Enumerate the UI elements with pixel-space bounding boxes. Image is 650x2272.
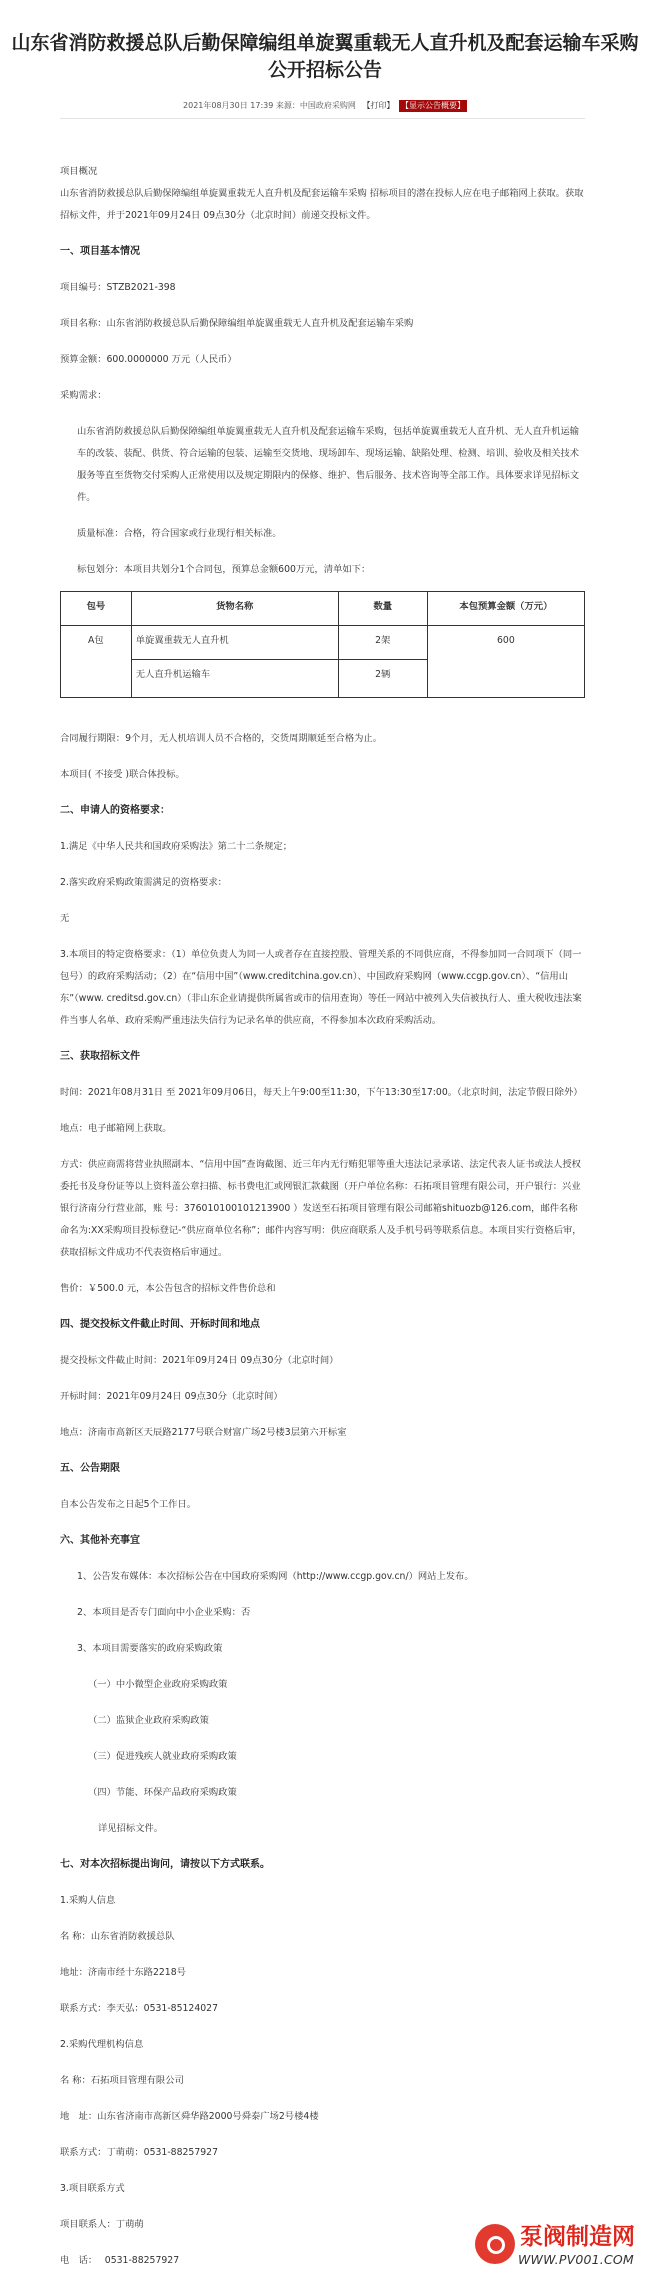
- section7-heading: 七、对本次招标提出询问，请按以下方式联系。: [60, 1859, 270, 1870]
- watermark-name: 泵阀制造网: [520, 2224, 635, 2250]
- project-contact-person: 项目联系人：丁萌萌: [60, 2219, 144, 2230]
- table-row: [61, 626, 585, 660]
- submission-deadline: 提交投标文件截止时间：2021年09月24日 09点30分（北京时间）: [60, 1355, 339, 1366]
- table-header: 包号: [61, 592, 132, 626]
- source-label: 来源：中国政府采购网: [275, 101, 356, 110]
- consortium-note: 本项目( 不接受 )联合体投标。: [60, 769, 185, 780]
- notice-period: 自本公告发布之日起5个工作日。: [60, 1499, 197, 1510]
- agency-contact: 联系方式：丁萌萌：0531-88257927: [60, 2147, 219, 2158]
- package-table: [60, 591, 585, 698]
- agency-address: 地 址：山东省济南市高新区舜华路2000号舜泰广场2号楼4楼: [60, 2111, 319, 2122]
- goods-name-cell: 无人直升机运输车: [131, 660, 338, 698]
- section5-heading: 五、公告期限: [60, 1463, 120, 1474]
- article-meta: [0, 100, 650, 112]
- overview-label: 项目概况: [60, 166, 98, 177]
- qualification-item-2: 2.落实政府采购政策需满足的资格要求：: [60, 877, 227, 888]
- demand-text: 山东省消防救援总队后勤保障编组单旋翼重载无人直升机及配套运输车采购，包括单旋翼重载无人直升机、无人直升机运输车的改装、装配、供货、符合运输的包装、运输至交货地、现场卸车、现场运输、缺陷处理、检测、培训、验收及相关技术服务等直至货物交付采购人正常使用以及规定期限内的保修、维护、售后服务、技术咨询等全部工作。具体要求详见招标文件。: [77, 426, 580, 503]
- supplement-item-1: 1、公告发布媒体：本次招标公告在中国政府采购网（http://www.ccgp.gov.cn/）网站上发布。: [77, 1571, 474, 1582]
- agency-name: 名 称：石拓项目管理有限公司: [60, 2075, 184, 2086]
- quality-standard: 质量标准：合格，符合国家或行业现行相关标准。: [77, 528, 282, 539]
- section6-heading: 六、其他补充事宜: [60, 1535, 140, 1546]
- demand-label: 采购需求：: [60, 390, 107, 401]
- publish-date: 2021年08月30日 17:39: [183, 101, 274, 110]
- article-body: [0, 119, 650, 2272]
- qualification-item-1: 1.满足《中华人民共和国政府采购法》第二十二条规定；: [60, 841, 292, 852]
- contract-period: 合同履行期限：9个月，无人机培训人员不合格的，交货周期顺延至合格为止。: [60, 733, 383, 744]
- project-number: 项目编号：STZB2021-398: [60, 282, 176, 293]
- project-contact-label: 3.项目联系方式: [60, 2183, 125, 2194]
- supplement-item-2: 2、本项目是否专门面向中小企业采购：否: [77, 1607, 251, 1618]
- page-title: 山东省消防救援总队后勤保障编组单旋翼重载无人直升机及配套运输车采购公开招标公告: [11, 32, 639, 81]
- table-header: 数量: [338, 592, 427, 626]
- buyer-label: 1.采购人信息: [60, 1895, 116, 1906]
- budget-amount: 预算金额：600.0000000 万元（人民币）: [60, 354, 237, 365]
- print-link[interactable]: 【打印】: [362, 101, 395, 110]
- policy-item: （四）节能、环保产品政府采购政策: [88, 1787, 237, 1798]
- acquisition-time: 时间：2021年08月31日 至 2021年09月06日，每天上午9:00至11:30，下午13:30至17:00。（北京时间，法定节假日除外）: [60, 1087, 583, 1098]
- valve-logo-icon: [475, 2224, 515, 2264]
- table-header: 货物名称: [131, 592, 338, 626]
- section1-heading: 一、项目基本情况: [60, 246, 140, 257]
- project-phone: 电 话： 0531-88257927: [60, 2255, 180, 2266]
- policy-item: （二）监狱企业政府采购政策: [88, 1715, 209, 1726]
- opening-time: 开标时间：2021年09月24日 09点30分（北京时间）: [60, 1391, 283, 1402]
- opening-place: 地点：济南市高新区天辰路2177号联合财富广场2号楼3层第六开标室: [60, 1427, 347, 1438]
- table-header-row: [61, 592, 585, 626]
- package-budget-cell: 600: [427, 626, 584, 698]
- quantity-cell: 2架: [338, 626, 427, 660]
- overview-text: 山东省消防救援总队后勤保障编组单旋翼重载无人直升机及配套运输车采购 招标项目的潜在投标人应在电子邮箱网上获取。获取招标文件，并于2021年09月24日 09点30分（北京时间）前递交投标文件。: [60, 188, 584, 221]
- buyer-name: 名 称：山东省消防救援总队: [60, 1931, 175, 1942]
- qualification-item-2-value: 无: [60, 913, 70, 924]
- project-name: 项目名称：山东省消防救援总队后勤保障编组单旋翼重载无人直升机及配套运输车采购: [60, 318, 414, 329]
- buyer-address: 地址：济南市经十东路2218号: [60, 1967, 186, 1978]
- quantity-cell: 2辆: [338, 660, 427, 698]
- package-division: 标包划分：本项目共划分1个合同包，预算总金额600万元，清单如下：: [77, 564, 371, 575]
- package-cell: A包: [61, 626, 132, 698]
- policy-item: （三）促进残疾人就业政府采购政策: [88, 1751, 237, 1762]
- acquisition-method: 方式：供应商需将营业执照副本、“信用中国”查询截图、近三年内无行贿犯罪等重大违法记录承诺、法定代表人证书或法人授权委托书及身份证等以上资料盖公章扫描、标书费电汇或网银汇款截图（开户单位名称：石拓项目管理有限公司，开户银行：兴业银行济南分行营业部，账 号：376010100101213900 ）发送至石拓项目管理有限公司邮箱shituozb@126.com，邮件名称命名为:XX采购项目投标登记-“供应商单位名称”；邮件内容写明：供应商联系人及手机号码等联系信息。本项目实行资格后审，获取招标文件成功不代表资格后审通过。: [60, 1159, 582, 1258]
- table-header: 本包预算金额（万元）: [427, 592, 584, 626]
- section3-heading: 三、获取招标文件: [60, 1051, 140, 1062]
- buyer-contact: 联系方式：李天弘：0531-85124027: [60, 2003, 219, 2014]
- watermark-url: WWW.PV001.COM: [518, 2252, 634, 2267]
- agency-label: 2.采购代理机构信息: [60, 2039, 144, 2050]
- goods-name-cell: 单旋翼重载无人直升机: [131, 626, 338, 660]
- site-watermark: [460, 2210, 650, 2272]
- section2-heading: 二、申请人的资格要求：: [60, 805, 170, 816]
- qualification-item-3: 3.本项目的特定资格要求：（1）单位负责人为同一人或者存在直接控股、管理关系的不同供应商，不得参加同一合同项下（同一包号）的政府采购活动；（2）在“信用中国”（www.creditchina.gov.cn）、中国政府采购网（www.ccgp.gov.cn）、“信用山东”（www. creditsd.gov.cn）（非山东企业请提供所属省或市的信用查询）等任一网站中被列入失信被执行人、重大税收违法案件当事人名单、政府采购严重违法失信行为记录名单的供应商，不得参加本次政府采购活动。: [60, 949, 582, 1026]
- document-price: 售价：￥500.0 元，本公告包含的招标文件售价总和: [60, 1283, 276, 1294]
- see-documents: 详见招标文件。: [98, 1823, 164, 1834]
- show-summary-button[interactable]: 【显示公告概要】: [400, 101, 465, 110]
- supplement-item-3: 3、本项目需要落实的政府采购政策: [77, 1643, 223, 1654]
- policy-item: （一）中小微型企业政府采购政策: [88, 1679, 228, 1690]
- section4-heading: 四、提交投标文件截止时间、开标时间和地点: [60, 1319, 260, 1330]
- acquisition-place: 地点：电子邮箱网上获取。: [60, 1123, 172, 1134]
